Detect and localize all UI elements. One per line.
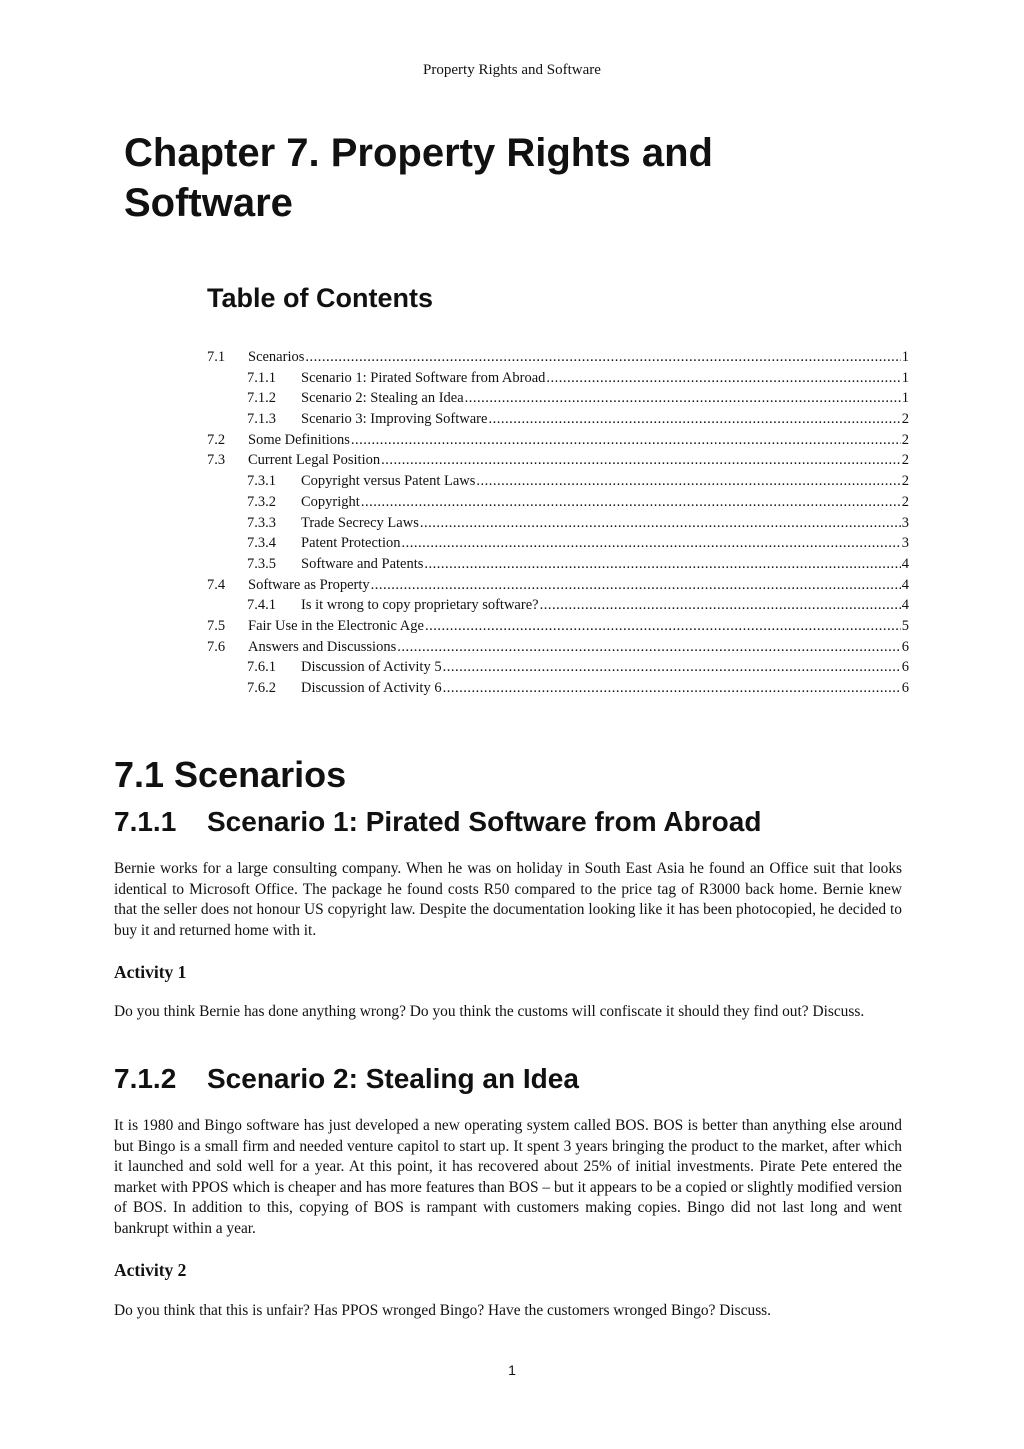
toc-entry-number: 7.6 [207, 638, 226, 655]
toc-entry-number: 7.6.1 [247, 659, 276, 676]
toc-entry-page: 6 [901, 680, 909, 696]
toc-dot-leader [397, 637, 901, 658]
toc-entry-title: Some Definitions [248, 431, 350, 448]
toc-entry-number: 7.3.1 [247, 473, 276, 490]
toc-entry-page: 5 [901, 617, 909, 634]
toc-dot-leader [401, 533, 900, 554]
toc-entry-title: Scenario 2: Stealing an Idea [301, 390, 464, 407]
toc-entry[interactable] [207, 492, 909, 513]
toc-entry-title: Discussion of Activity 5 [301, 659, 442, 676]
toc-dot-leader [465, 388, 901, 409]
toc-dot-leader [351, 430, 901, 451]
toc-dot-leader [443, 657, 901, 678]
toc-entry-page: 2 [901, 411, 909, 428]
toc-dot-leader [425, 616, 901, 637]
scenario-1-heading [114, 804, 761, 840]
toc-entry-page: 4 [901, 576, 909, 593]
toc-entry-title: Current Legal Position [248, 452, 381, 469]
toc-entry-title: Fair Use in the Electronic Age [248, 617, 424, 634]
chapter-title: Chapter 7. Property Rights and Software [124, 131, 713, 225]
toc-dot-leader [443, 678, 901, 699]
running-header: Property Rights and Software [423, 62, 601, 78]
toc-entry-number: 7.2 [207, 431, 226, 448]
toc-entry[interactable] [207, 513, 909, 534]
toc-entry-page: 1 [901, 349, 909, 365]
toc-entry-number: 7.4 [207, 576, 226, 593]
toc-entry-page: 2 [901, 493, 909, 510]
toc-entry[interactable] [207, 471, 909, 492]
toc-entry-title: Scenario 1: Pirated Software from Abroad [301, 369, 546, 386]
section-title: Scenario 2: Stealing an Idea [207, 1063, 579, 1094]
toc-entry-page: 1 [901, 390, 909, 407]
toc-entry[interactable] [207, 533, 909, 554]
toc-entry-page: 3 [901, 535, 909, 552]
toc-entry-number: 7.1.1 [247, 369, 276, 386]
toc-entry[interactable] [207, 595, 909, 616]
activity-2-heading: Activity 2 [114, 1260, 187, 1280]
toc-entry-title: Is it wrong to copy proprietary software? [301, 597, 539, 614]
toc-entry-page: 4 [901, 597, 909, 614]
toc-dot-leader [420, 513, 901, 534]
toc-heading: Table of Contents [207, 283, 433, 313]
toc-entry-title: Patent Protection [301, 535, 401, 552]
toc-entry-title: Copyright [301, 493, 360, 510]
toc-entry[interactable] [207, 575, 909, 596]
toc-entry-title: Scenario 3: Improving Software [301, 411, 488, 428]
toc-entry-number: 7.3.2 [247, 493, 276, 510]
toc-entry-page: 1 [901, 369, 909, 386]
toc-dot-leader [381, 450, 901, 471]
toc-dot-leader [488, 409, 900, 430]
toc-entry-title: Discussion of Activity 6 [301, 680, 442, 696]
toc-dot-leader [540, 595, 901, 616]
toc-entry-number: 7.5 [207, 617, 226, 634]
section-number: 7.1.1 [114, 806, 177, 837]
toc-entry[interactable] [207, 637, 909, 658]
toc-entry-title: Trade Secrecy Laws [301, 514, 419, 531]
toc-entry-number: 7.3.5 [247, 555, 276, 572]
toc-entry-page: 2 [901, 473, 909, 490]
toc-dot-leader [424, 554, 900, 575]
section-title: Scenario 1: Pirated Software from Abroad [207, 806, 762, 837]
scenario-1-body: Bernie works for a large consulting company. When he was on holiday in South East Asia he found an Office suit that looks identical to Microsoft Office. The package he found costs R50 compared to the price tag of R3000 back home. Bernie knew that the seller does not honour US copyright law. Despite the documentation looking like it has been photocopied, he decided to buy it and returned home with it. [114, 860, 902, 939]
toc-entry[interactable] [207, 347, 909, 368]
toc-entry-title: Scenarios [248, 349, 305, 365]
toc-entry[interactable] [207, 430, 909, 451]
toc-dot-leader [361, 492, 901, 513]
toc-entry-page: 2 [901, 452, 909, 469]
toc-entry[interactable] [207, 450, 909, 471]
section-number: 7.1.2 [114, 1063, 177, 1094]
toc-entry-number: 7.3 [207, 452, 226, 469]
toc-entry-page: 4 [901, 555, 909, 572]
toc-entry-number: 7.1.2 [247, 390, 276, 407]
toc-entry-page: 6 [901, 638, 909, 655]
toc-entry-number: 7.3.4 [247, 535, 276, 552]
toc-entry-title: Software as Property [248, 576, 370, 593]
toc-entry[interactable] [207, 368, 909, 389]
scenario-2-body: It is 1980 and Bingo software has just developed a new operating system called BOS. BOS is better than anything else around but Bingo is a small firm and needed venture capitol to start up. It spent 3 years bringing the product to the market, after which it launched and sold well for a year. At this point, it has recovered about 25% of initial investments. Pirate Pete entered the market with PPOS which is cheaper and has more features than BOS – but it appears to be a copied or slightly modified version of BOS. In addition to this, copying of BOS is rampant with customers making copies. Bingo did not last long and went bankrupt within a year. [114, 1117, 902, 1237]
activity-2-text: Do you think that this is unfair? Has PPOS wronged Bingo? Have the customers wronged Bingo? Discuss. [114, 1302, 772, 1319]
toc-entry-title: Software and Patents [301, 555, 424, 572]
toc-entry-page: 6 [901, 659, 909, 676]
toc-entry-page: 3 [901, 514, 909, 531]
toc-entry-title: Copyright versus Patent Laws [301, 473, 476, 490]
toc-entry-number: 7.3.3 [247, 514, 276, 531]
scenario-2-heading [114, 1061, 579, 1097]
toc-entry[interactable] [207, 678, 909, 699]
toc-entry[interactable] [207, 554, 909, 575]
toc-dot-leader [546, 368, 900, 389]
toc-dot-leader [476, 471, 900, 492]
toc-entry-title: Answers and Discussions [248, 638, 397, 655]
toc-entry-number: 7.6.2 [247, 680, 276, 696]
toc-entry[interactable] [207, 409, 909, 430]
toc-entry-page: 2 [901, 431, 909, 448]
toc-entry[interactable] [207, 657, 909, 678]
toc-entry-number: 7.1.3 [247, 411, 276, 428]
toc-entry-number: 7.4.1 [247, 597, 276, 614]
toc-entry-number: 7.1 [207, 349, 226, 365]
toc-entry[interactable] [207, 616, 909, 637]
activity-1-text: Do you think Bernie has done anything wrong? Do you think the customs will confiscate it should they find out? Discuss. [114, 1003, 865, 1020]
toc-entry[interactable] [207, 388, 909, 409]
page-number: 1 [508, 1362, 516, 1378]
section-heading-7-1: 7.1 Scenarios [114, 754, 347, 795]
table-of-contents [207, 347, 909, 699]
activity-1-heading: Activity 1 [114, 962, 187, 982]
toc-dot-leader [305, 347, 900, 368]
toc-dot-leader [371, 575, 901, 596]
